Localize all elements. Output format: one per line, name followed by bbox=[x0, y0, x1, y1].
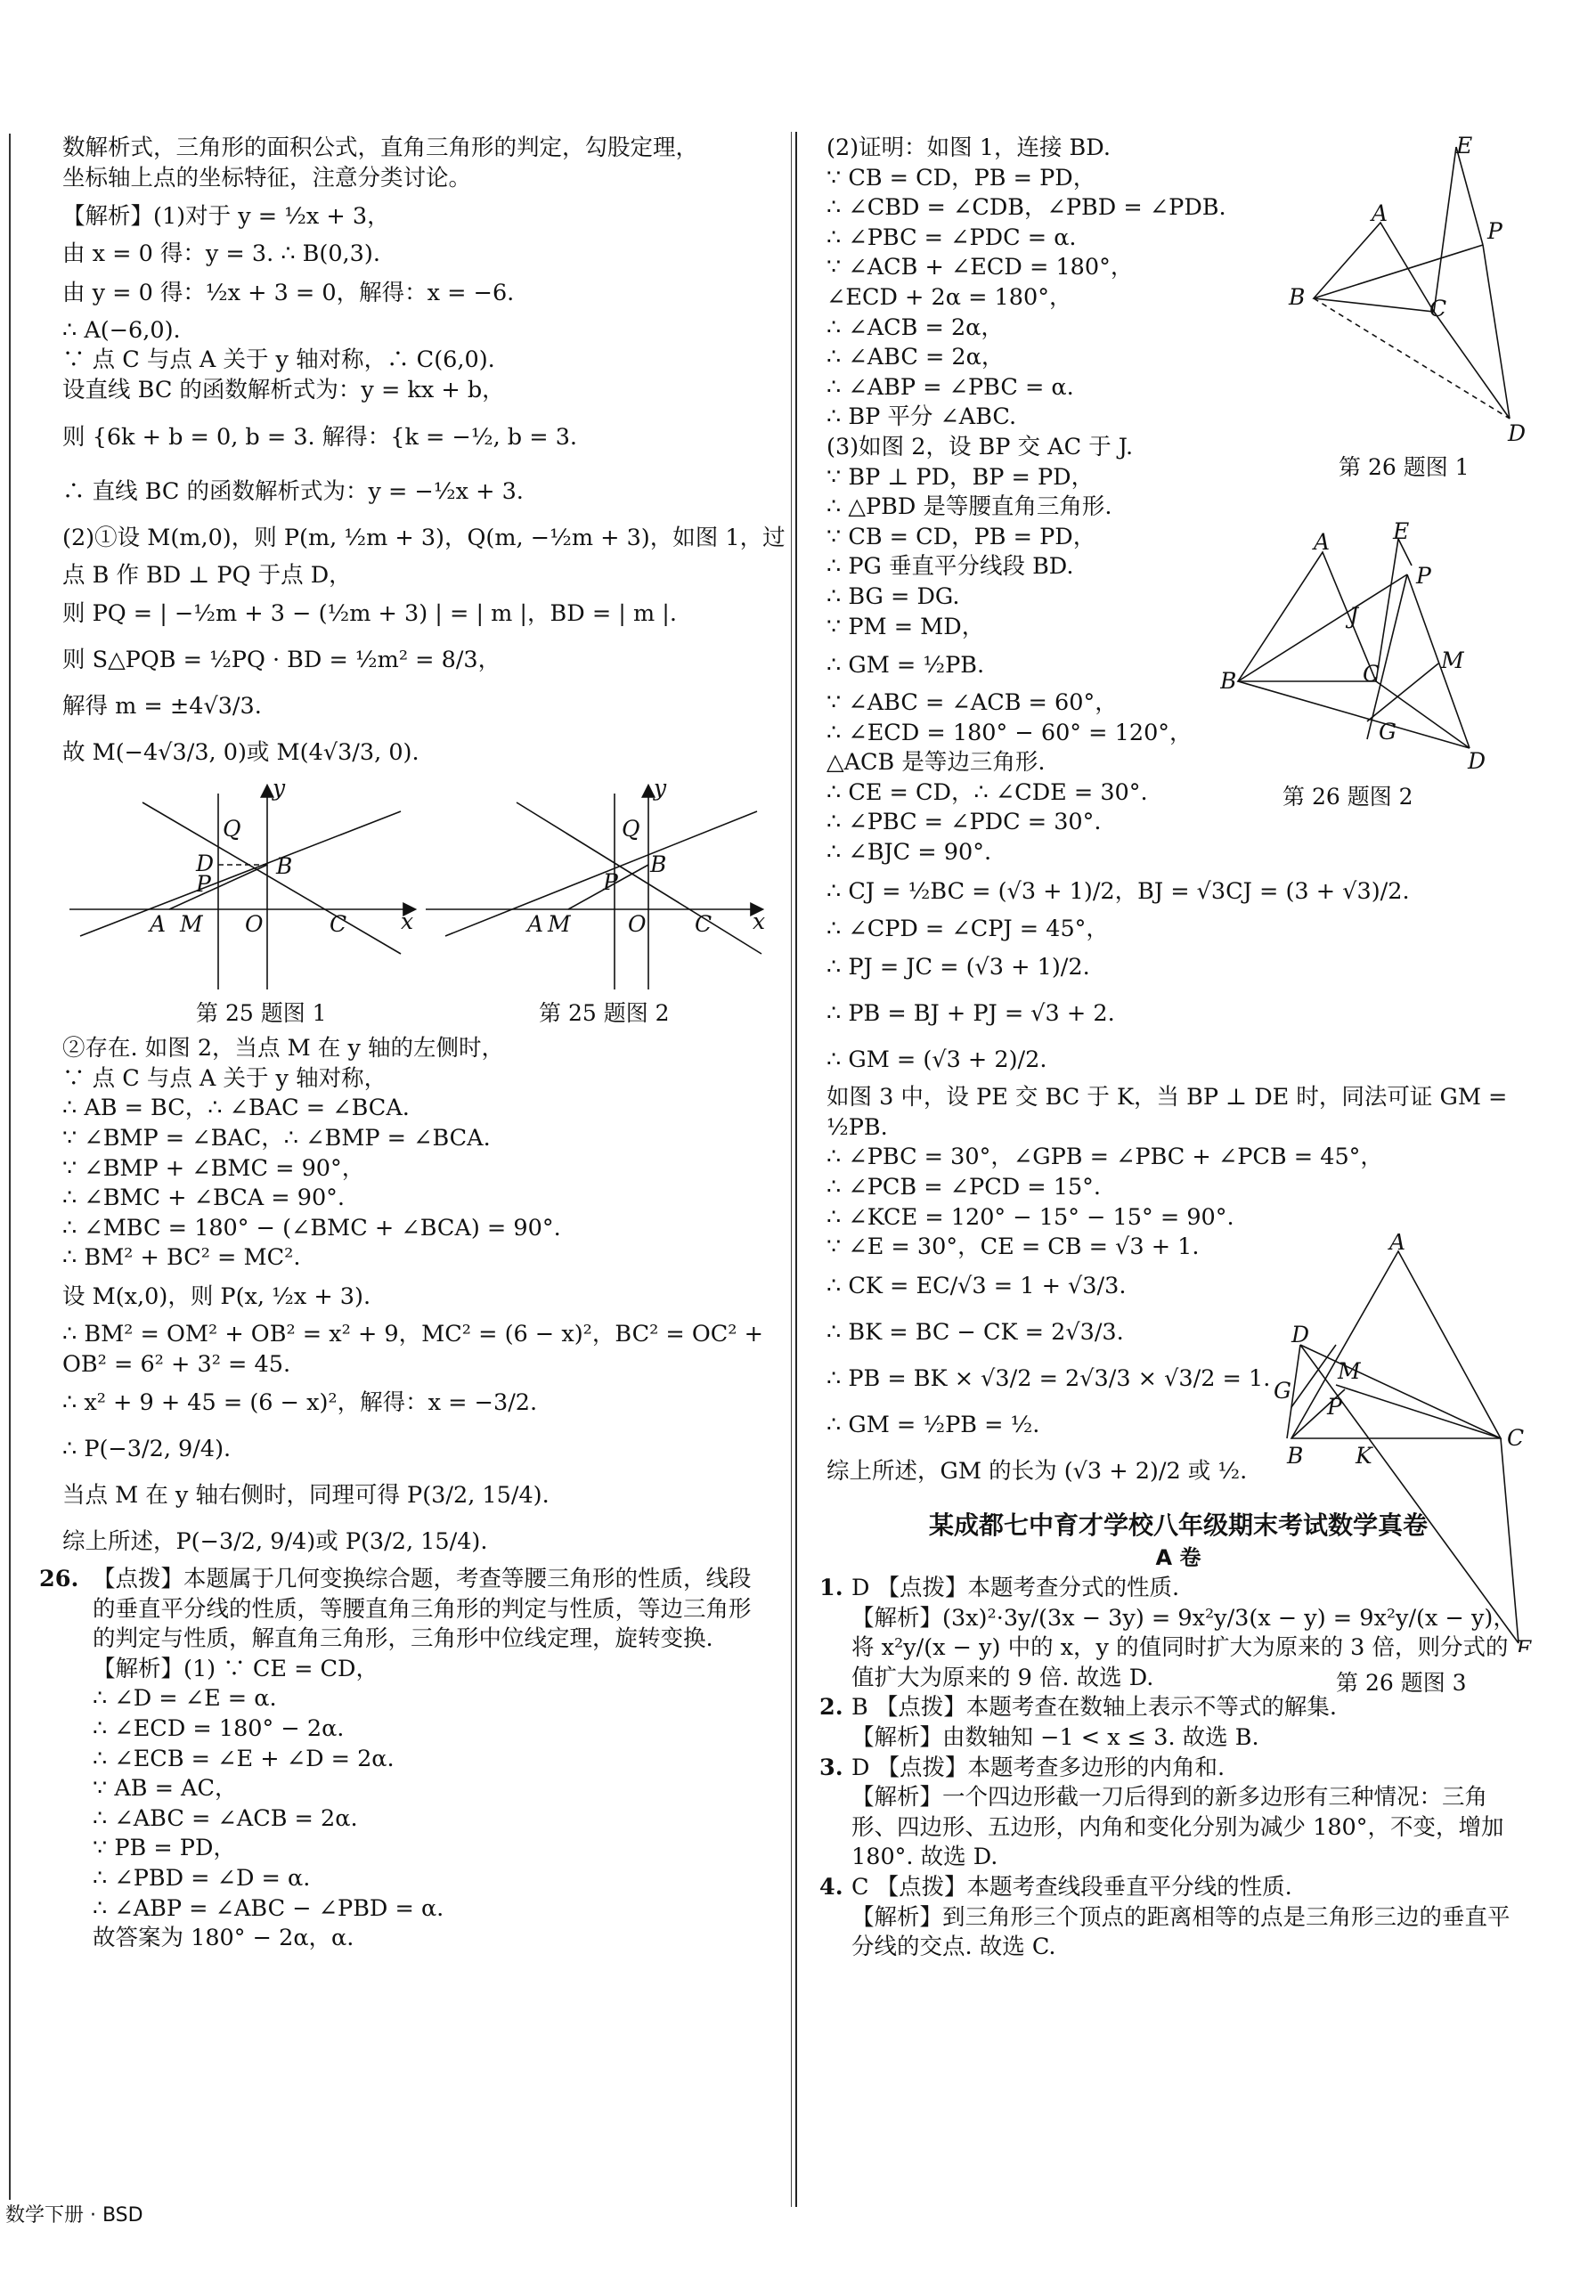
fig25-1-graph bbox=[62, 776, 766, 998]
text-line: ∴ PJ = JC = (√3 + 1)/2. bbox=[826, 954, 1090, 981]
text-line: 综上所述，GM 的长为 (√3 + 2)/2 或 ½. bbox=[826, 1457, 1248, 1485]
exam-section: A 卷 bbox=[1155, 1545, 1201, 1571]
text-line: 故 M(−4√3/3, 0)或 M(4√3/3, 0). bbox=[62, 739, 419, 767]
answer-text: 【解析】一个四边形截一刀后得到的新多边形有三种情况：三角形、四边形、五边形，内角和变化分别为减少 180°，不变，增加 180°. 故选 D. bbox=[851, 1784, 1504, 1871]
text-line: ∴ ∠ACB = 2α， bbox=[826, 313, 1004, 341]
answer-text: C 【点拨】本题考查线段垂直平分线的性质. bbox=[851, 1873, 1292, 1901]
point-label: D bbox=[1468, 748, 1486, 774]
text-line: 【解析】(1)对于 y = ½x + 3， bbox=[62, 203, 390, 231]
text-line: 【解析】(1) ∵ CE = CD， bbox=[93, 1655, 379, 1682]
text-line: ∵ ∠BMP + ∠BMC = 90°， bbox=[62, 1154, 365, 1182]
question-number: 2. bbox=[819, 1694, 843, 1722]
point-label: E bbox=[1456, 134, 1473, 159]
text-line: ∴ △PBD 是等腰直角三角形. bbox=[826, 493, 1112, 521]
text-line: 则 PQ = | −½m + 3 − (½m + 3) | = | m |，BD = | m |. bbox=[62, 600, 677, 628]
text-line: ∴ PG 垂直平分线段 BD. bbox=[826, 553, 1074, 581]
text-line: ∴ ∠ECD = 180° − 2α. bbox=[93, 1715, 345, 1743]
text-line: ∵ CB = CD，PB = PD， bbox=[826, 164, 1096, 191]
text-line: ∴ GM = ½PB = ½. bbox=[826, 1411, 1040, 1438]
text-line: △ACB 是等边三角形. bbox=[826, 749, 1046, 777]
question-number: 1. bbox=[819, 1575, 843, 1601]
text-line: ∵ CB = CD，PB = PD， bbox=[826, 523, 1096, 550]
column-divider bbox=[795, 132, 797, 2207]
point-label: O bbox=[628, 911, 647, 938]
fig26-1-caption: 第 26 题图 1 bbox=[1339, 454, 1470, 480]
text-line: 如图 3 中，设 PE 交 BC 于 K，当 BP ⊥ DE 时，同法可证 GM = bbox=[826, 1084, 1508, 1111]
point-label: A bbox=[150, 911, 167, 938]
text-line: ∴ PB = BK × √3/2 = 2√3/3 × √3/2 = 1. bbox=[826, 1364, 1271, 1392]
text-line: ∴ ∠PBD = ∠D = α. bbox=[93, 1865, 311, 1893]
point-label: E bbox=[1516, 1636, 1533, 1652]
text-line: ∴ 直线 BC 的函数解析式为：y = −½x + 3. bbox=[62, 477, 524, 505]
answer-item bbox=[826, 1903, 1530, 1963]
text-line: ∵ PB = PD， bbox=[93, 1835, 236, 1862]
point-label: E bbox=[1393, 521, 1410, 544]
answer-text: D 【点拨】本题考查分式的性质. bbox=[851, 1575, 1180, 1601]
text-line: 由 x = 0 得：y = 3. ∴ B(0,3). bbox=[62, 240, 380, 268]
text-line: 设 M(x,0)，则 P(x, ½x + 3). bbox=[62, 1282, 371, 1310]
point-label: A bbox=[1372, 200, 1388, 226]
text-line: ∴ CJ = ½BC = (√3 + 1)/2，BJ = √3CJ = (3 + √3)/2. bbox=[826, 877, 1410, 905]
text-line: 点 B 作 BD ⊥ PQ 于点 D， bbox=[62, 561, 352, 589]
text-line: ∴ ∠PBC = 30°，∠GPB = ∠PBC + ∠PCB = 45°， bbox=[826, 1144, 1383, 1171]
fig26-2 bbox=[1220, 521, 1541, 827]
text-line: ∵ AB = AC， bbox=[93, 1775, 238, 1803]
point-label: C bbox=[1363, 661, 1380, 687]
text-line: ∴ GM = (√3 + 2)/2. bbox=[826, 1046, 1047, 1074]
text-line: ∴ BG = DG. bbox=[826, 582, 960, 610]
text-line: (2)①设 M(m,0)，则 P(m, ½m + 3)，Q(m, −½m + 3)，如图 1，过 bbox=[62, 524, 786, 551]
point-label: C bbox=[1507, 1425, 1525, 1451]
text-line: ∴ PB = BJ + PJ = √3 + 2. bbox=[826, 1000, 1115, 1028]
answer-item bbox=[826, 1783, 1530, 1873]
text-line: ∴ ∠ABC = 2α， bbox=[826, 344, 1005, 371]
text-line: ∴ ∠PBC = ∠PDC = α. bbox=[826, 224, 1077, 251]
point-label: P bbox=[1327, 1394, 1342, 1420]
exam-title: 某成都七中育才学校八年级期末考试数学真卷 bbox=[928, 1510, 1428, 1540]
fig26-2-diagram bbox=[1220, 521, 1541, 824]
question-number: 26. bbox=[39, 1566, 79, 1593]
point-label: C bbox=[1429, 296, 1447, 322]
point-label: B bbox=[1220, 668, 1237, 694]
text-line: 则 S△PQB = ½PQ · BD = ½m² = 8/3， bbox=[62, 647, 501, 674]
text-line: ∴ ∠ABP = ∠ABC − ∠PBD = α. bbox=[93, 1894, 444, 1922]
left-margin-rule bbox=[9, 134, 11, 2200]
axis-x-label: x bbox=[753, 908, 766, 935]
answer-item bbox=[819, 1693, 1530, 1723]
question-number: 4. bbox=[819, 1873, 843, 1901]
text-line: ∴ ∠KCE = 120° − 15° − 15° = 90°. bbox=[826, 1203, 1234, 1231]
text-line: (2)证明：如图 1，连接 BD. bbox=[826, 134, 1111, 161]
point-label: A bbox=[1314, 529, 1331, 555]
answer-text: 【解析】由数轴知 −1 < x ≤ 3. 故选 B. bbox=[851, 1723, 1259, 1751]
text-line: ∴ ∠ECB = ∠E + ∠D = 2α. bbox=[93, 1745, 395, 1772]
answer-text: B 【点拨】本题考查在数轴上表示不等式的解集. bbox=[851, 1694, 1337, 1722]
fig26-1 bbox=[1278, 134, 1545, 511]
fig26-3-caption: 第 26 题图 3 bbox=[1336, 1670, 1467, 1696]
text-line: ∴ ∠MBC = 180° − (∠BMC + ∠BCA) = 90°. bbox=[62, 1214, 561, 1242]
text-line: (3)如图 2，设 BP 交 AC 于 J. bbox=[826, 433, 1134, 460]
point-label: A bbox=[1389, 1233, 1406, 1255]
point-label: B bbox=[1289, 284, 1306, 310]
point-label: A bbox=[527, 911, 544, 938]
axis-y-label: y bbox=[273, 776, 286, 802]
text-line: 则 {6k + b = 0, b = 3. 解得：{k = −½, b = 3. bbox=[62, 423, 578, 451]
text-line: ∴ CE = CD，∴ ∠CDE = 30°. bbox=[826, 778, 1148, 806]
text-line: ∴ A(−6,0). bbox=[62, 316, 181, 344]
text-line: ∵ 点 C 与点 A 关于 y 轴对称，∴ C(6,0). bbox=[62, 346, 495, 374]
text-line: 设直线 BC 的函数解析式为：y = kx + b， bbox=[62, 376, 505, 403]
text-line: ∴ ∠ECD = 180° − 60° = 120°， bbox=[826, 719, 1193, 746]
text-line: ∴ BK = BC − CK = 2√3/3. bbox=[826, 1318, 1124, 1346]
fig25-1-caption: 第 25 题图 1 bbox=[196, 1000, 327, 1027]
fig26-3 bbox=[1274, 1233, 1568, 1696]
text-line: ∴ CK = EC/√3 = 1 + √3/3. bbox=[826, 1272, 1127, 1299]
text-line: ∴ ∠ABP = ∠PBC = α. bbox=[826, 373, 1074, 401]
axis-y-label: y bbox=[654, 776, 667, 802]
q26-solution bbox=[62, 1655, 766, 1954]
fig25-2-caption: 第 25 题图 2 bbox=[539, 1000, 670, 1027]
text-line: 坐标轴上点的坐标特征，注意分类讨论。 bbox=[62, 164, 472, 191]
text-line: ∵ BP ⊥ PD，BP = PD， bbox=[826, 463, 1095, 491]
text-line: ∴ ∠BMC + ∠BCA = 90°. bbox=[62, 1185, 346, 1212]
text-line: ∴ ∠CPD = ∠CPJ = 45°， bbox=[826, 915, 1109, 942]
point-label: B bbox=[1287, 1443, 1304, 1469]
answer-text: 【解析】到三角形三个顶点的距离相等的点是三角形三边的垂直平分线的交点. 故选 C. bbox=[851, 1903, 1510, 1961]
text-line: ∴ ∠CBD = ∠CDB，∠PBD = ∠PDB. bbox=[826, 194, 1226, 222]
text-line: ∴ ∠D = ∠E = α. bbox=[93, 1685, 277, 1713]
point-label: M bbox=[1441, 647, 1464, 673]
text-line: ∵ PM = MD， bbox=[826, 613, 985, 640]
fig25-row bbox=[62, 776, 766, 1034]
answer-item bbox=[819, 1754, 1530, 1784]
answer-item bbox=[819, 1873, 1530, 1903]
text-line: ∴ GM = ½PB. bbox=[826, 652, 985, 680]
point-label: P bbox=[196, 871, 211, 898]
text-line: ∵ ∠ACB + ∠ECD = 180°， bbox=[826, 254, 1134, 281]
text-line: ∴ P(−3/2, 9/4). bbox=[62, 1436, 232, 1463]
text-line: ½PB. bbox=[826, 1113, 888, 1141]
point-label: G bbox=[1274, 1378, 1291, 1404]
point-label: C bbox=[695, 911, 712, 938]
point-label: P bbox=[1487, 218, 1502, 244]
text-line: 由 y = 0 得：½x + 3 = 0，解得：x = −6. bbox=[62, 279, 515, 306]
axis-x-label: x bbox=[401, 908, 414, 935]
text-line: ∵ 点 C 与点 A 关于 y 轴对称， bbox=[62, 1064, 387, 1092]
text-line: ∴ BM² = OM² + OB² = x² + 9，MC² = (6 − x)²，BC² = OC² + bbox=[62, 1320, 764, 1347]
point-label: M bbox=[548, 911, 571, 938]
q26-intro-text: 【点拨】本题属于几何变换综合题，考查等腰三角形的性质，线段的垂直平分线的性质，等腰直角三角形的判定与性质，等边三角形的判定与性质，解直角三角形，三角形中位线定理，旋转变换. bbox=[93, 1566, 752, 1653]
point-label: G bbox=[1379, 719, 1396, 745]
point-label: D bbox=[1291, 1322, 1310, 1347]
text-line: 解得 m = ±4√3/3. bbox=[62, 693, 262, 721]
text-line: OB² = 6² + 3² = 45. bbox=[62, 1350, 291, 1378]
text-line: ∴ ∠BJC = 90°. bbox=[826, 839, 992, 867]
point-label: K bbox=[1356, 1443, 1372, 1469]
text-line: 综上所述，P(−3/2, 9/4)或 P(3/2, 15/4). bbox=[62, 1528, 488, 1556]
point-label: O bbox=[245, 911, 264, 938]
point-label: M bbox=[180, 911, 203, 938]
text-line: ∴ AB = BC，∴ ∠BAC = ∠BCA. bbox=[62, 1095, 410, 1122]
point-label: B bbox=[650, 851, 667, 878]
page-footer: 数学下册 · BSD bbox=[5, 2204, 143, 2227]
text-line: ∵ ∠E = 30°，CE = CB = √3 + 1. bbox=[826, 1233, 1200, 1261]
point-label: C bbox=[330, 911, 347, 938]
point-label: J bbox=[1349, 603, 1359, 629]
point-label: P bbox=[603, 869, 618, 896]
fig26-2-caption: 第 26 题图 2 bbox=[1282, 784, 1413, 810]
fig26-3-diagram bbox=[1274, 1233, 1568, 1652]
text-line: 故答案为 180° − 2α，α. bbox=[93, 1925, 354, 1952]
point-label: D bbox=[196, 851, 215, 877]
text-line: 数解析式，三角形的面积公式，直角三角形的判定，勾股定理， bbox=[62, 134, 699, 161]
text-line: ②存在. 如图 2，当点 M 在 y 轴的左侧时， bbox=[62, 1035, 504, 1063]
text-line: ∵ ∠BMP = ∠BAC，∴ ∠BMP = ∠BCA. bbox=[62, 1124, 491, 1152]
text-line: ∠ECD + 2α = 180°， bbox=[826, 283, 1072, 311]
answer-text: D 【点拨】本题考查多边形的内角和. bbox=[851, 1754, 1226, 1781]
text-line: ∴ ∠PCB = ∠PCD = 15°. bbox=[826, 1174, 1102, 1201]
point-label: Q bbox=[622, 816, 640, 843]
question-number: 3. bbox=[819, 1754, 843, 1781]
text-line: 当点 M 在 y 轴右侧时，同理可得 P(3/2, 15/4). bbox=[62, 1482, 550, 1510]
point-label: M bbox=[1338, 1358, 1361, 1384]
text-line: ∴ x² + 9 + 45 = (6 − x)²，解得：x = −3/2. bbox=[62, 1389, 538, 1417]
point-label: Q bbox=[223, 816, 241, 843]
text-line: ∴ BM² + BC² = MC². bbox=[62, 1244, 301, 1272]
q26-intro bbox=[39, 1565, 766, 1655]
answer-text: 【解析】(3x)²·3y/(3x − 3y) = 9x²y/3(x − y) = 9x²y/(x − y)，将 x²y/(x − y) 中的 x，y 的值同时扩大为原来的 3 倍，则分式的值扩大为原来的 9 倍. 故选 D. bbox=[851, 1604, 1516, 1691]
point-label: B bbox=[276, 853, 293, 880]
text-line: ∴ ∠ABC = ∠ACB = 2α. bbox=[93, 1804, 358, 1832]
answer-item bbox=[826, 1723, 1530, 1754]
text-line: ∴ ∠PBC = ∠PDC = 30°. bbox=[826, 809, 1102, 836]
text-line: ∵ ∠ABC = ∠ACB = 60°， bbox=[826, 689, 1118, 717]
text-line: ∴ BP 平分 ∠ABC. bbox=[826, 403, 1017, 431]
point-label: D bbox=[1508, 420, 1527, 446]
left-column bbox=[39, 134, 786, 1954]
point-label: P bbox=[1416, 563, 1431, 589]
column-divider-thin bbox=[791, 132, 792, 2207]
